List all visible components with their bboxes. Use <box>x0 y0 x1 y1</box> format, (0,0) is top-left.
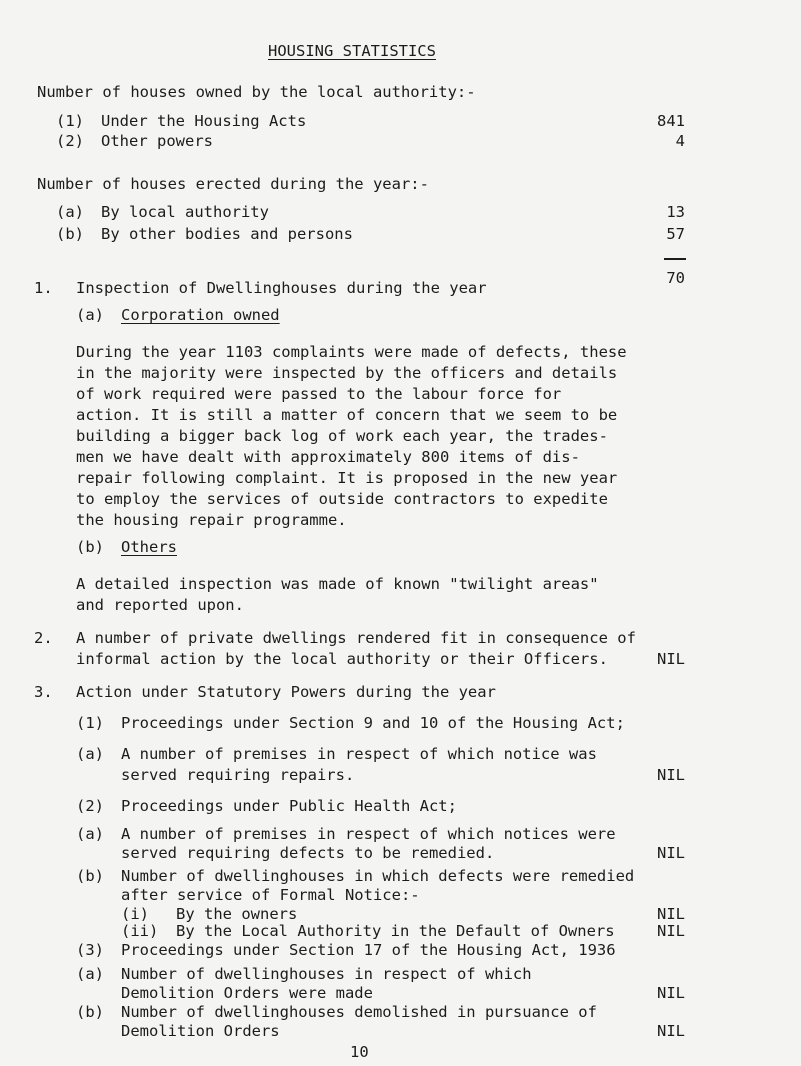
item-text: A number of premises in respect of which notice was <box>121 745 597 763</box>
subitem-label: (ii) <box>121 922 159 940</box>
item-text: A number of premises in respect of which notices were <box>121 825 616 843</box>
item-text: served requiring defects to be remedied. <box>121 844 495 862</box>
item-label: (a) <box>76 965 104 983</box>
paragraph-line: informal action by the local authority or their Officers. <box>76 650 608 668</box>
owned-item-text: Under the Housing Acts <box>101 112 307 130</box>
owned-item-value: 4 <box>675 132 685 150</box>
item-label: (1) <box>76 714 104 732</box>
item-label: (b) <box>76 1003 104 1021</box>
item-text: Number of dwellinghouses demolished in pursuance of <box>121 1003 597 1021</box>
item-text: Demolition Orders <box>121 1022 280 1040</box>
item-value: NIL <box>657 844 685 862</box>
item-value: NIL <box>657 1022 685 1040</box>
item-value: NIL <box>657 766 685 784</box>
paragraph-line: action. It is still a matter of concern that we seem to be <box>76 406 618 424</box>
owned-item-value: 841 <box>657 112 685 130</box>
section-1b-title: Others <box>121 538 177 556</box>
subitem-label: (i) <box>121 905 149 923</box>
item-text: Proceedings under Public Health Act; <box>121 797 457 815</box>
erected-item-text: By local authority <box>101 203 269 221</box>
paragraph-line: A number of private dwellings rendered fit in consequence of <box>76 629 636 647</box>
section-2-number: 2. <box>34 629 53 647</box>
item-label: (3) <box>76 941 104 959</box>
item-label: (b) <box>76 867 104 885</box>
subitem-text: By the Local Authority in the Default of Owners <box>176 922 615 940</box>
item-text: Number of dwellinghouses in which defects were remedied <box>121 867 635 885</box>
owned-item-label: (1) <box>56 112 84 130</box>
paragraph-line: and reported upon. <box>76 596 244 614</box>
section-3-heading: Action under Statutory Powers during the year <box>76 683 496 701</box>
item-text: Demolition Orders were made <box>121 984 373 1002</box>
item-value: NIL <box>657 905 685 923</box>
erected-item-label: (b) <box>56 225 84 243</box>
erected-item-text: By other bodies and persons <box>101 225 353 243</box>
item-value: NIL <box>657 984 685 1002</box>
paragraph-line: building a bigger back log of work each year, the trades- <box>76 427 608 445</box>
paragraph-line: A detailed inspection was made of known "twilight areas" <box>76 575 599 593</box>
paragraph-line: of work required were passed to the labour force for <box>76 385 562 403</box>
erected-heading: Number of houses erected during the year:- <box>37 175 429 193</box>
erected-item-value: 57 <box>666 225 685 243</box>
erected-item-label: (a) <box>56 203 84 221</box>
item-text: Proceedings under Section 9 and 10 of the Housing Act; <box>121 714 625 732</box>
paragraph-line: in the majority were inspected by the officers and details <box>76 364 618 382</box>
section-1-heading: Inspection of Dwellinghouses during the year <box>76 279 487 297</box>
paragraph-line: During the year 1103 complaints were made of defects, these <box>76 343 627 361</box>
total-rule <box>664 258 686 260</box>
erected-total: 70 <box>666 269 685 287</box>
paragraph-line: men we have dealt with approximately 800 items of dis- <box>76 448 580 466</box>
page-number: 10 <box>350 1043 369 1061</box>
item-label: (a) <box>76 745 104 763</box>
paragraph-line: the housing repair programme. <box>76 511 347 529</box>
section-1a-title: Corporation owned <box>121 306 280 324</box>
item-text: Proceedings under Section 17 of the Housing Act, 1936 <box>121 941 616 959</box>
section-1b-label: (b) <box>76 538 104 556</box>
owned-item-text: Other powers <box>101 132 213 150</box>
section-1a-label: (a) <box>76 306 104 324</box>
section-3-number: 3. <box>34 683 53 701</box>
section-2-value: NIL <box>657 650 685 668</box>
erected-item-value: 13 <box>666 203 685 221</box>
owned-item-label: (2) <box>56 132 84 150</box>
subitem-text: By the owners <box>176 905 298 923</box>
item-text: Number of dwellinghouses in respect of which <box>121 965 532 983</box>
item-label: (2) <box>76 797 104 815</box>
page-title: HOUSING STATISTICS <box>268 42 436 60</box>
paragraph-line: to employ the services of outside contractors to expedite <box>76 490 608 508</box>
item-label: (a) <box>76 825 104 843</box>
item-text: after service of Formal Notice:- <box>121 886 420 904</box>
item-text: served requiring repairs. <box>121 766 355 784</box>
section-1-number: 1. <box>34 279 53 297</box>
paragraph-line: repair following complaint. It is proposed in the new year <box>76 469 618 487</box>
owned-heading: Number of houses owned by the local authority:- <box>37 83 476 101</box>
item-value: NIL <box>657 922 685 940</box>
